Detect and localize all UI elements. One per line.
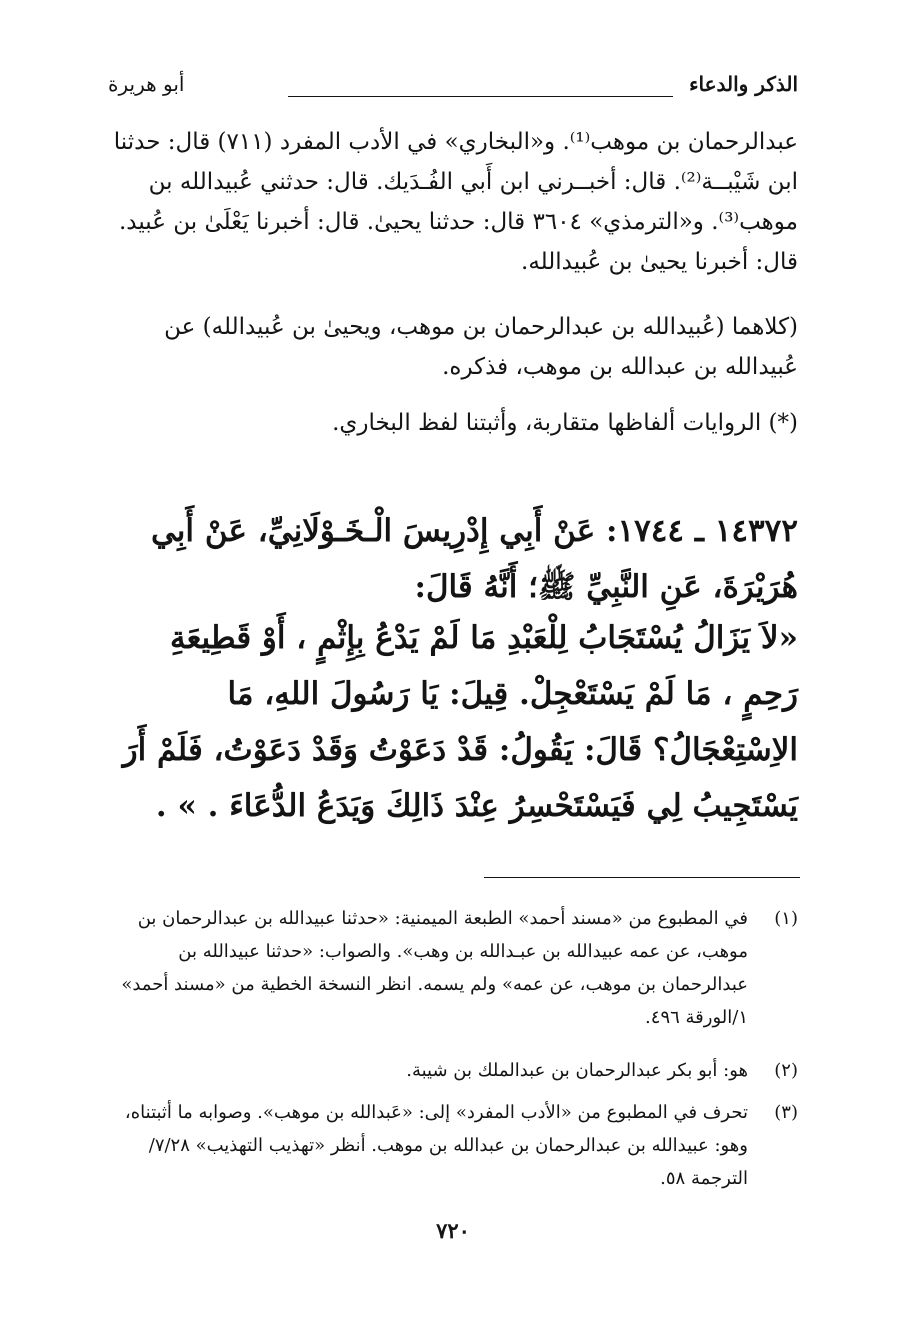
- variants-note: (*) الروايات ألفاظها متقاربة، وأثبتنا لفظ البخاري.: [332, 410, 798, 436]
- footnote-1: [108, 902, 798, 1034]
- page-header: [108, 72, 798, 106]
- header-chapter-title: الذكر والدعاء: [689, 72, 798, 96]
- footnote-number: (٣): [774, 1102, 798, 1123]
- header-rule: [288, 96, 673, 97]
- combined-chain-paragraph: (كلاهما (عُبيدالله بن عبدالرحمان بن موهب، ويحيىٰ بن عُبيدالله) عن عُبيدالله بن عبدالله بن موهب، فذكره.: [164, 314, 798, 380]
- footnote-2: [108, 1054, 798, 1087]
- footnote-number: (٢): [774, 1060, 798, 1081]
- footnote-separator: [484, 877, 800, 878]
- footnote-text: في المطبوع من «مسند أحمد» الطبعة الميمنية: «حدثنا عبيدالله بن عبدالرحمان بن موهب، عن عمه عبيدالله بن عبـدالله بن وهب». والصواب: «حدثنا عبيدالله بن عبدالرحمان بن موهب، عن عمه» ولم يسمه. انظر النسخة الخطية من «مسند أحمد» ١/الورقة ٤٩٦.: [121, 908, 748, 1028]
- footnote-text: تحرف في المطبوع من «الأدب المفرد» إلى: «عَبدالله بن موهب». وصوابه ما أثبتناه، وهو: عبيدالله بن عبدالرحمان بن عبدالله بن موهب. أنظر «تهذيب التهذيب» ٧/٢٨/ الترجمة ٥٨.: [124, 1102, 748, 1189]
- isnad-paragraph: عبدالرحمان بن موهب⁽¹⁾. و«البخاري» في الأدب المفرد (٧١١) قال: حدثنا ابن شَيْبــة⁽²⁾. قال: أخبــرني ابن أَبي الفُـدَيك. قال: حدثني عُبيدالله بن موهب⁽³⁾. و«الترمذي» ٣٦٠٤ قال: حدثنا يحيىٰ. قال: أخبرنا يَعْلَىٰ بن عُبيد. قال: أخبرنا يحيىٰ بن عُبيدالله.: [113, 129, 798, 275]
- header-narrator-title: أبو هريرة: [108, 72, 185, 96]
- hadith-heading: ١٤٣٧٢ ـ ١٧٤٤: عَنْ أَبِي إِدْرِيسَ الْـخَـوْلَانِيِّ، عَنْ أَبِي هُرَيْرَةَ، عَنِ النَّبِيِّ ﷺ؛ أَنَّهُ قَالَ:: [150, 513, 798, 605]
- page-number: ٧٢٠: [436, 1218, 470, 1243]
- footnote-3: [108, 1096, 798, 1195]
- footnote-number: (١): [774, 908, 798, 929]
- footnote-text: هو: أبو بكر عبدالرحمان بن عبدالملك بن شيبة.: [406, 1060, 748, 1081]
- hadith-text: «لاَ يَزَالُ يُسْتَجَابُ لِلْعَبْدِ مَا لَمْ يَدْعُ بِإِثْمٍ ، أَوْ قَطِيعَةِ رَحِمٍ ، مَا لَمْ يَسْتَعْجِلْ. قِيلَ: يَا رَسُولَ اللهِ، مَا الاِسْتِعْجَالُ؟ قَالَ: يَقُولُ: قَدْ دَعَوْتُ وَقَدْ دَعَوْتُ، فَلَمْ أَرَ يَسْتَجِيبُ لِي فَيَسْتَحْسِرُ عِنْدَ ذَالِكَ وَيَدَعُ الدُّعَاءَ . » .: [122, 620, 798, 824]
